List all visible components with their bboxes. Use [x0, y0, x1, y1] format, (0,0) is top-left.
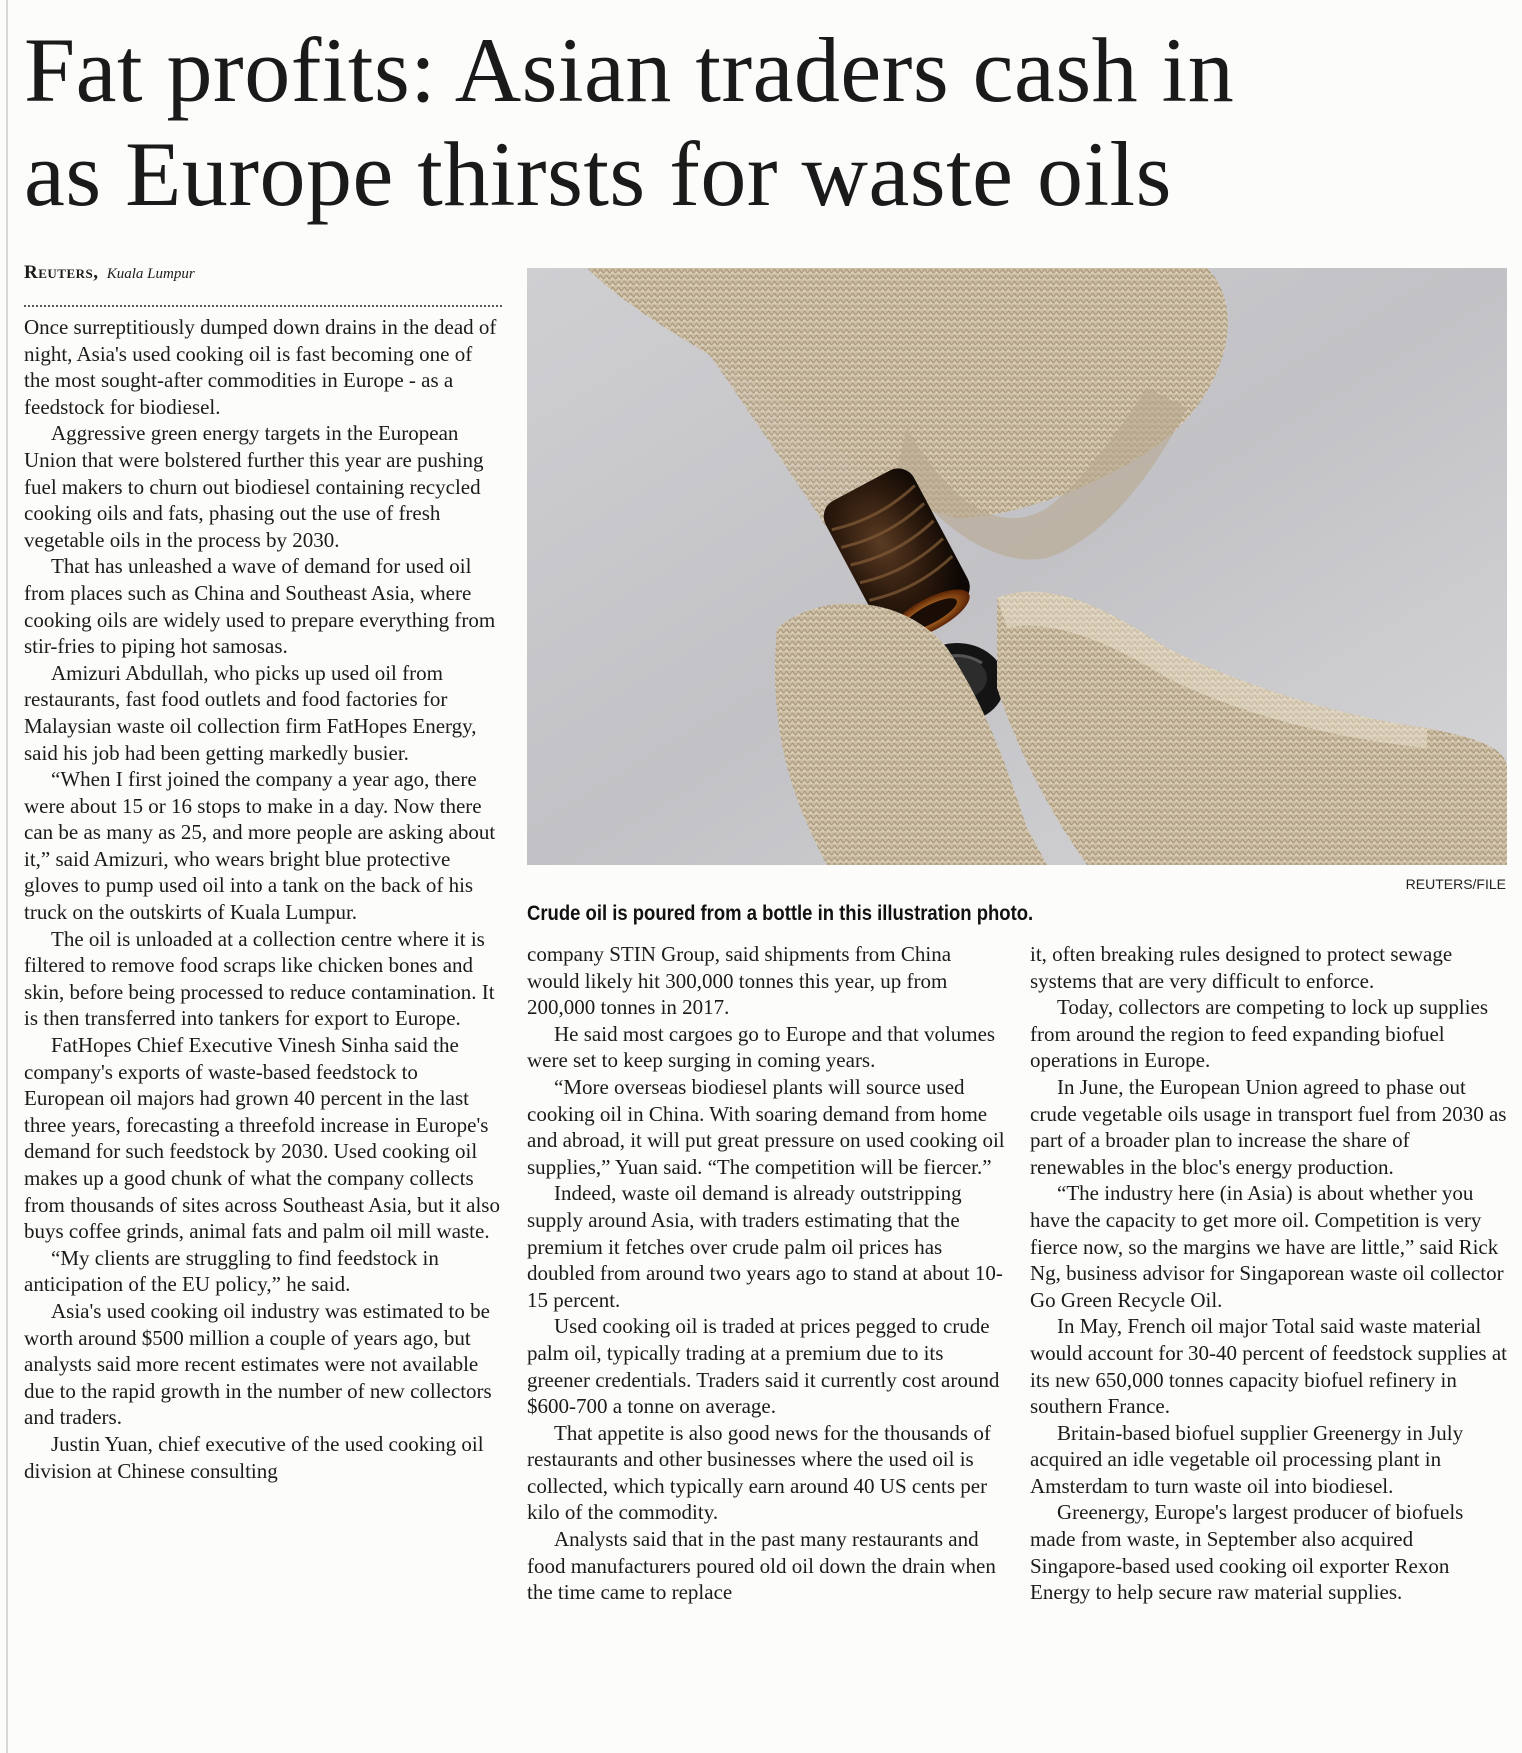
- paragraph: Justin Yuan, chief executive of the used cooking oil division at Chinese consulting: [24, 1431, 484, 1483]
- page-edge-line: [6, 0, 8, 1753]
- article-photo: [527, 268, 1507, 865]
- paragraph: Once surreptitiously dumped down drains in the dead of night, Asia's used cooking oil is fast becoming one of the most sought-after commodities in Europe - as a feedstock for biodiesel.: [24, 315, 497, 419]
- paragraph: The oil is unloaded at a collection centre where it is filtered to remove food scraps like chicken bones and skin, before being processed to reduce contamination. It is then transferred into tankers for export to Europe.: [24, 926, 495, 1031]
- byline: [24, 262, 504, 284]
- paragraph: Amizuri Abdullah, who picks up used oil from restaurants, fast food outlets and food factories for Malaysian waste oil collection firm FatHopes Energy, said his job had been getting markedly busier.: [24, 660, 477, 765]
- paragraph: Aggressive green energy targets in the European Union that were bolstered further this year are pushing fuel makers to churn out biodiesel containing recycled cooking oils and fats, phasing out the use of fresh vegetable oils in the process by 2030.: [24, 421, 484, 552]
- dotted-rule: [24, 305, 502, 307]
- paragraph: In May, French oil major Total said waste material would account for 30-40 percent of feedstock supplies at its new 650,000 tonnes capacity biofuel refinery in southern France.: [1030, 1314, 1508, 1419]
- paragraph: “My clients are struggling to find feedstock in anticipation of the EU policy,” he said.: [24, 1245, 439, 1297]
- paragraph: “When I first joined the company a year ago, there were about 15 or 16 stops to make in a day. Now there can be as many as 25, and more people are asking about it,” said Amizuri, who wears bright blue protective gloves to pump used oil into a tank on the back of his truck on the outskirts of Kuala Lumpur.: [24, 767, 496, 925]
- body-column-2: [527, 941, 1005, 1606]
- paragraph: “More overseas biodiesel plants will source used cooking oil in China. With soaring demand from home and abroad, it will put great pressure on used cooking oil supplies,” Yuan said. “The competition will be fiercer.”: [527, 1074, 1005, 1179]
- paragraph: He said most cargoes go to Europe and that volumes were set to keep surging in coming years.: [527, 1021, 996, 1073]
- paragraph: Today, collectors are competing to lock up supplies from around the region to feed expanding biofuel operations in Europe.: [1030, 995, 1489, 1073]
- paragraph: In June, the European Union agreed to phase out crude vegetable oils usage in transport fuel from 2030 as part of a broader plan to increase the share of renewables in the bloc's energy production.: [1030, 1074, 1507, 1179]
- paragraph: Greenergy, Europe's largest producer of biofuels made from waste, in September also acquired Singapore-based used cooking oil exporter Rexon Energy to help secure raw material supplies.: [1030, 1500, 1464, 1605]
- photo-credit: REUTERS/FILE: [1405, 876, 1506, 892]
- headline-line-1: Fat profits: Asian traders cash in: [24, 19, 1235, 121]
- paragraph: it, often breaking rules designed to protect sewage systems that are very difficult to enforce.: [1030, 942, 1453, 993]
- paragraph: Indeed, waste oil demand is already outstripping supply around Asia, with traders estimating that the premium it fetches over crude palm oil prices has doubled from around two years ago to stand at about 10-15 percent.: [527, 1181, 1003, 1312]
- photo-caption: Crude oil is poured from a bottle in this illustration photo.: [527, 902, 1034, 925]
- paragraph: company STIN Group, said shipments from China would likely hit 300,000 tonnes this year, up from 200,000 tonnes in 2017.: [527, 942, 952, 1020]
- paragraph: That appetite is also good news for the thousands of restaurants and other businesses where the used oil is collected, which typically earn around 40 US cents per kilo of the commodity.: [527, 1420, 991, 1525]
- headline: [24, 18, 1504, 226]
- paragraph: Britain-based biofuel supplier Greenergy in July acquired an idle vegetable oil processing plant in Amsterdam to turn waste oil into biodiesel.: [1030, 1420, 1464, 1498]
- body-column-3: [1030, 941, 1508, 1606]
- headline-line-2: as Europe thirsts for waste oils: [24, 123, 1172, 225]
- paragraph: Asia's used cooking oil industry was estimated to be worth around $500 million a couple of years ago, but analysts said more recent estimates were not available due to the rapid growth in the number of new collectors and traders.: [24, 1298, 492, 1430]
- byline-agency: Reuters,: [24, 262, 99, 283]
- paragraph: Analysts said that in the past many restaurants and food manufacturers poured old oil down the drain when the time came to replace: [527, 1527, 996, 1605]
- paragraph: “The industry here (in Asia) is about whether you have the capacity to get more oil. Competition is very fierce now, so the margins we have are little,” said Rick Ng, business advisor for Singaporean waste oil collector Go Green Recycle Oil.: [1030, 1181, 1504, 1312]
- body-column-1: [24, 314, 502, 1484]
- paragraph: That has unleashed a wave of demand for used oil from places such as China and Southeast Asia, where cooking oils are widely used to prepare everything from stir-fries to piping hot samosas.: [24, 554, 496, 659]
- oil-bottle-gloves-illustration: [527, 268, 1507, 865]
- paragraph: Used cooking oil is traded at prices pegged to crude palm oil, typically trading at a premium due to its greener credentials. Traders said it currently cost around $600-700 a tonne on average.: [527, 1314, 1000, 1419]
- byline-dateline: Kuala Lumpur: [106, 266, 195, 282]
- paragraph: FatHopes Chief Executive Vinesh Sinha said the company's exports of waste-based feedstock to European oil majors had grown 40 percent in the last three years, forecasting a threefold increase in Europe's demand for such feedstock by 2030. Used cooking oil makes up a good chunk of what the company collects from thousands of sites across Southeast Asia, but it also buys coffee grinds, animal fats and palm oil mill waste.: [24, 1033, 500, 1244]
